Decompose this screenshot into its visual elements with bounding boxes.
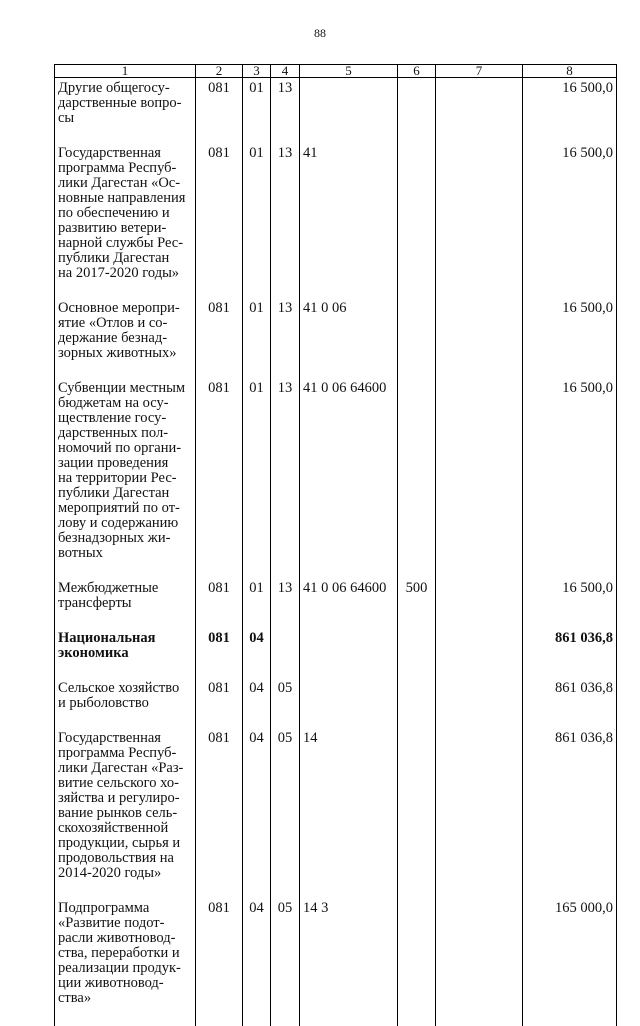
column-header: 7 bbox=[436, 65, 523, 78]
cell-subsection: 05 bbox=[271, 681, 300, 731]
table-row bbox=[55, 581, 617, 631]
cell-target-article bbox=[300, 681, 398, 731]
cell-code-ministry: 081 bbox=[196, 78, 243, 147]
cell-code-ministry: 081 bbox=[196, 681, 243, 731]
row-name: Национальная экономика bbox=[55, 631, 196, 681]
cell-col7 bbox=[436, 901, 523, 1026]
row-name: Подпрограмма «Развитие подот- расли животновод- ства, переработки и реализации продук- ции животновод- ства» bbox=[55, 901, 196, 1026]
cell-amount: 861 036,8 bbox=[523, 681, 617, 731]
cell-code-ministry: 081 bbox=[196, 581, 243, 631]
cell-target-article: 14 bbox=[300, 731, 398, 901]
cell-code-ministry: 081 bbox=[196, 301, 243, 381]
cell-target-article: 41 0 06 64600 bbox=[300, 381, 398, 581]
cell-expense-type bbox=[398, 381, 436, 581]
cell-code-ministry: 081 bbox=[196, 631, 243, 681]
table-row bbox=[55, 631, 617, 681]
cell-subsection bbox=[271, 631, 300, 681]
row-name: Другие общегосу- дарственные вопро- сы bbox=[55, 78, 196, 147]
cell-expense-type bbox=[398, 146, 436, 301]
column-header: 4 bbox=[271, 65, 300, 78]
cell-target-article bbox=[300, 631, 398, 681]
cell-target-article: 41 0 06 bbox=[300, 301, 398, 381]
cell-amount: 16 500,0 bbox=[523, 78, 617, 147]
cell-col7 bbox=[436, 78, 523, 147]
cell-subsection: 13 bbox=[271, 581, 300, 631]
table-row bbox=[55, 78, 617, 147]
cell-section: 01 bbox=[243, 146, 271, 301]
cell-col7 bbox=[436, 631, 523, 681]
cell-amount: 16 500,0 bbox=[523, 146, 617, 301]
cell-amount: 16 500,0 bbox=[523, 581, 617, 631]
column-header: 8 bbox=[523, 65, 617, 78]
header-row bbox=[55, 65, 617, 78]
cell-amount: 16 500,0 bbox=[523, 381, 617, 581]
table-row bbox=[55, 381, 617, 581]
cell-col7 bbox=[436, 581, 523, 631]
table-row bbox=[55, 301, 617, 381]
row-name: Основное меропри- ятие «Отлов и со- держание безнад- зорных животных» bbox=[55, 301, 196, 381]
cell-expense-type bbox=[398, 731, 436, 901]
cell-subsection: 05 bbox=[271, 901, 300, 1026]
cell-code-ministry: 081 bbox=[196, 146, 243, 301]
cell-target-article: 14 3 bbox=[300, 901, 398, 1026]
cell-expense-type bbox=[398, 901, 436, 1026]
cell-code-ministry: 081 bbox=[196, 381, 243, 581]
cell-target-article: 41 0 06 64600 bbox=[300, 581, 398, 631]
cell-target-article bbox=[300, 78, 398, 147]
cell-expense-type: 500 bbox=[398, 581, 436, 631]
cell-section: 04 bbox=[243, 731, 271, 901]
row-name: Государственная программа Респуб- лики Дагестан «Раз- витие сельского хо- зяйства и регулиро- вание рынков сель- скохозяйственной продукции, сырья и продовольствия на 2014-2020 годы» bbox=[55, 731, 196, 901]
cell-col7 bbox=[436, 681, 523, 731]
cell-subsection: 05 bbox=[271, 731, 300, 901]
column-header: 6 bbox=[398, 65, 436, 78]
cell-target-article: 41 bbox=[300, 146, 398, 301]
column-header: 2 bbox=[196, 65, 243, 78]
row-name: Субвенции местным бюджетам на осу- ществление госу- дарственных пол- номочий по органи- зации проведения на территории Рес- публики Дагестан мероприятий по от- лову и содержанию безнадзорных жи- вотных bbox=[55, 381, 196, 581]
cell-expense-type bbox=[398, 301, 436, 381]
cell-code-ministry: 081 bbox=[196, 731, 243, 901]
cell-expense-type bbox=[398, 631, 436, 681]
budget-table bbox=[54, 64, 617, 1026]
cell-expense-type bbox=[398, 78, 436, 147]
cell-amount: 165 000,0 bbox=[523, 901, 617, 1026]
cell-section: 04 bbox=[243, 631, 271, 681]
table-row bbox=[55, 731, 617, 901]
cell-code-ministry: 081 bbox=[196, 901, 243, 1026]
cell-section: 01 bbox=[243, 581, 271, 631]
cell-col7 bbox=[436, 381, 523, 581]
cell-col7 bbox=[436, 146, 523, 301]
cell-subsection: 13 bbox=[271, 78, 300, 147]
cell-subsection: 13 bbox=[271, 146, 300, 301]
table-row bbox=[55, 146, 617, 301]
page-number: 88 bbox=[314, 26, 326, 40]
row-name: Государственная программа Респуб- лики Дагестан «Ос- новные направления по обеспечению и развитию ветери- нарной службы Рес- публики Дагестан на 2017-2020 годы» bbox=[55, 146, 196, 301]
cell-section: 04 bbox=[243, 901, 271, 1026]
cell-section: 01 bbox=[243, 301, 271, 381]
cell-subsection: 13 bbox=[271, 301, 300, 381]
column-header: 3 bbox=[243, 65, 271, 78]
cell-amount: 861 036,8 bbox=[523, 631, 617, 681]
row-name: Сельское хозяйство и рыболовство bbox=[55, 681, 196, 731]
column-header: 1 bbox=[55, 65, 196, 78]
row-name: Межбюджетные трансферты bbox=[55, 581, 196, 631]
cell-subsection: 13 bbox=[271, 381, 300, 581]
cell-section: 01 bbox=[243, 381, 271, 581]
cell-col7 bbox=[436, 301, 523, 381]
cell-amount: 16 500,0 bbox=[523, 301, 617, 381]
cell-section: 01 bbox=[243, 78, 271, 147]
cell-amount: 861 036,8 bbox=[523, 731, 617, 901]
column-header: 5 bbox=[300, 65, 398, 78]
cell-col7 bbox=[436, 731, 523, 901]
table-row bbox=[55, 681, 617, 731]
cell-expense-type bbox=[398, 681, 436, 731]
table-row bbox=[55, 901, 617, 1026]
cell-section: 04 bbox=[243, 681, 271, 731]
